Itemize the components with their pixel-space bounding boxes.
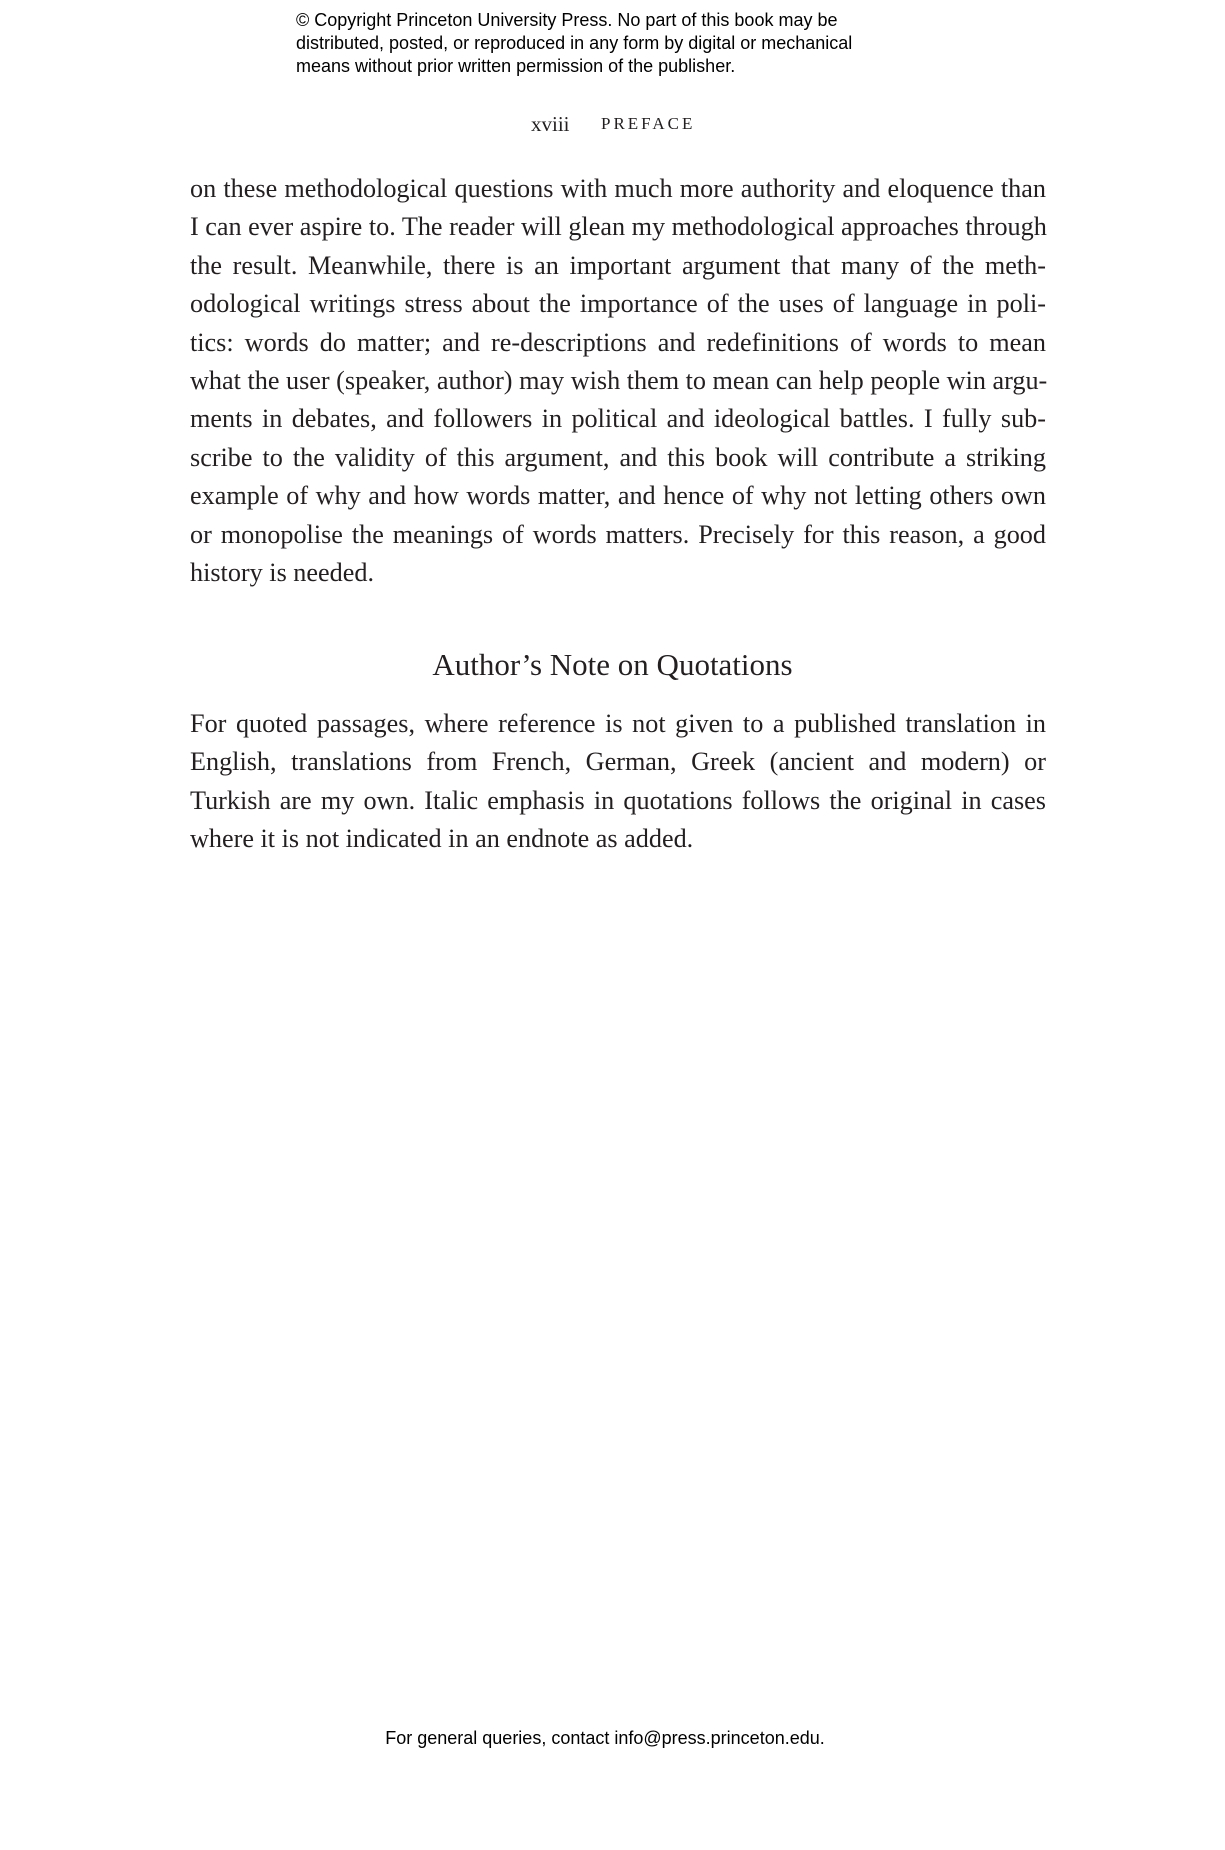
text-line: history is needed. [190,558,375,588]
text-line: where it is not indicated in an endnote as added. [190,824,694,854]
running-head-section: PREFACE [601,114,696,133]
text-line: the result. Meanwhile, there is an important argument that many of the meth- [190,250,1046,280]
text-line: on these methodological questions with much more authority and eloquence than [190,174,1046,203]
text-line: I can ever aspire to. The reader will glean my methodological approaches through [190,212,1047,242]
text-line: what the user (speaker, author) may wish them to mean can help people win argu- [190,366,1048,396]
text-line: odological writings stress about the importance of the uses of language in poli- [190,289,1046,319]
body-paragraph [190,170,1046,592]
footer-contact: For general queries, contact info@press.princeton.edu. [385,1728,825,1748]
copyright-notice [296,9,936,78]
text-line: English, translations from French, German, Greek (ancient and modern) or [190,747,1046,777]
body-paragraph [190,705,1046,859]
copyright-line: distributed, posted, or reproduced in any form by digital or mechanical [296,33,853,53]
section-heading: Author’s Note on Quotations [432,647,793,682]
text-line: tics: words do matter; and re-descriptions and redefinitions of words to mean [190,327,1046,357]
text-line: scribe to the validity of this argument, and this book will contribute a striking [190,442,1046,472]
text-line: example of why and how words matter, and hence of why not letting others own [190,481,1046,511]
text-line: For quoted passages, where reference is not given to a published translation in [190,709,1046,738]
page-number: xviii [531,112,570,136]
text-line: Turkish are my own. Italic emphasis in quotations follows the original in cases [190,785,1046,815]
copyright-line: © Copyright Princeton University Press. No part of this book may be [296,10,838,30]
text-line: or monopolise the meanings of words matters. Precisely for this reason, a good [190,519,1046,549]
copyright-line: means without prior written permission of the publisher. [296,56,736,76]
text-line: ments in debates, and followers in political and ideological battles. I fully sub- [190,404,1046,434]
